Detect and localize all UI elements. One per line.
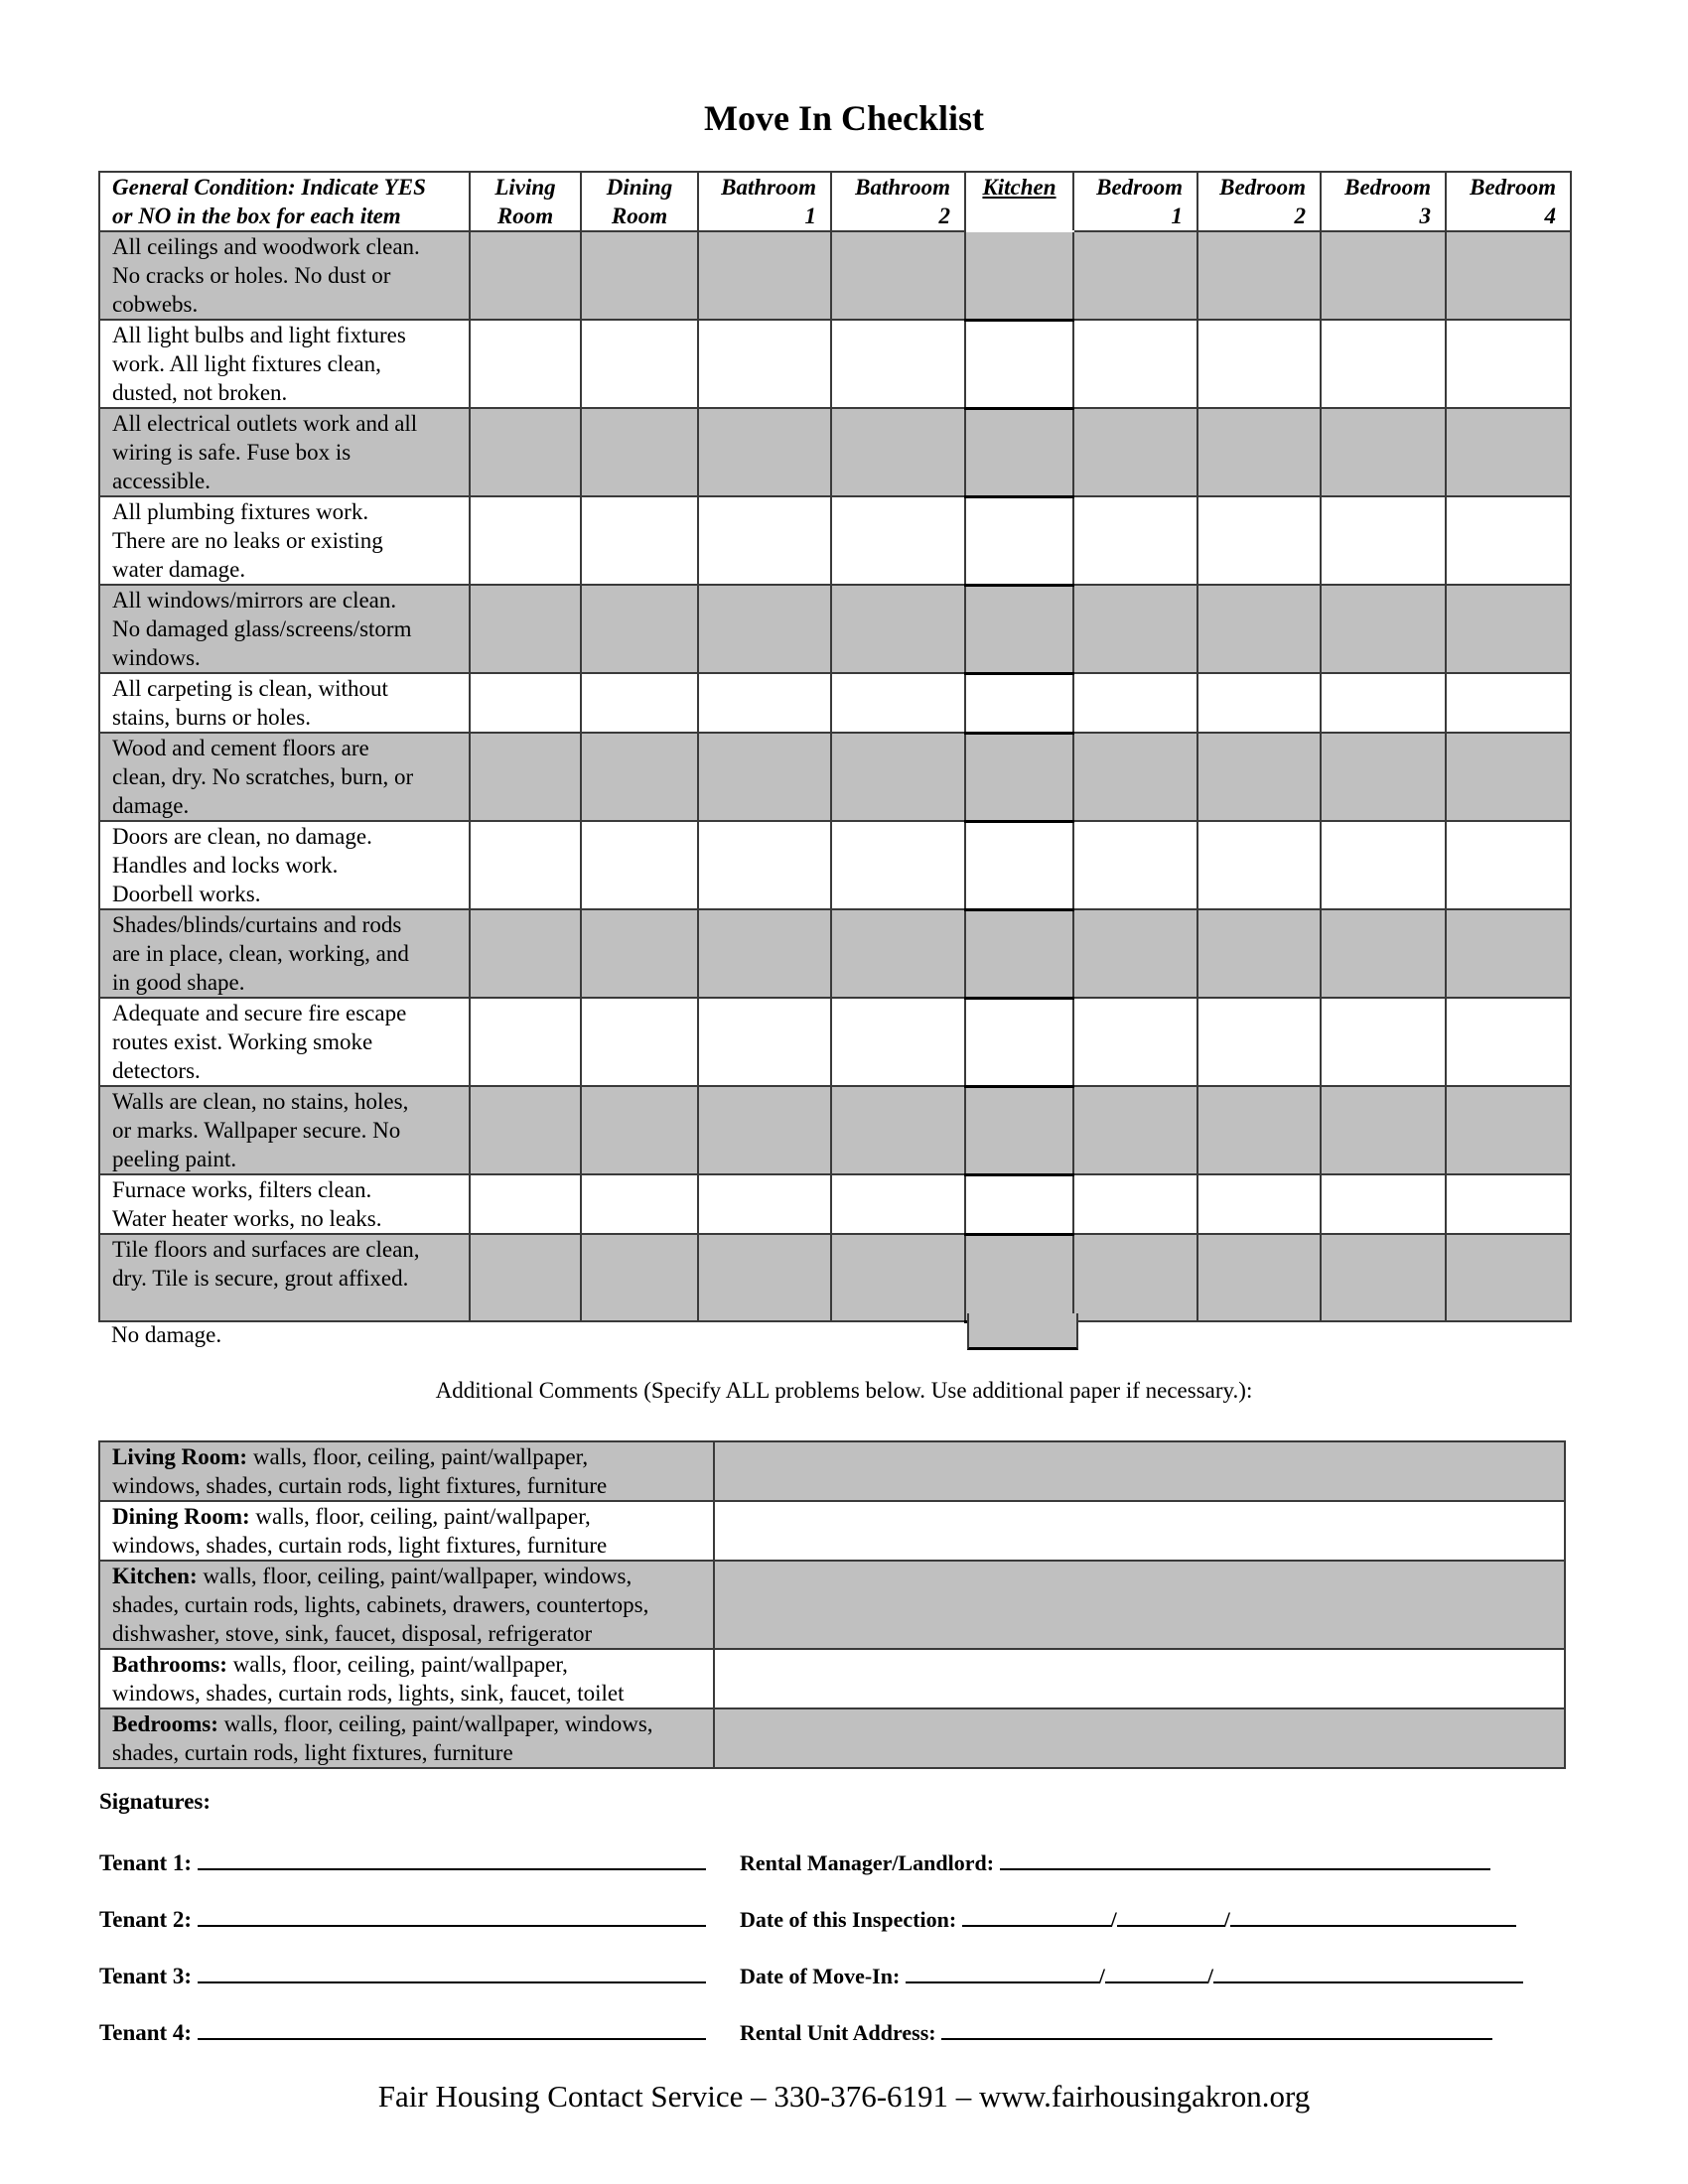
tenant-3-line[interactable] xyxy=(198,1960,706,1983)
tenant-2-line[interactable] xyxy=(198,1903,706,1927)
yes-no-checkbox-cell[interactable] xyxy=(965,998,1073,1086)
column-header-living-room xyxy=(470,172,581,231)
checklist-item-line: Walls are clean, no stains, holes, xyxy=(112,1089,409,1114)
column-header-text: 1 xyxy=(1171,204,1183,228)
checklist-item-line: All ceilings and woodwork clean. xyxy=(112,234,420,259)
checklist-item-description xyxy=(99,231,470,320)
checklist-item-line: Water heater works, no leaks. xyxy=(112,1206,382,1231)
yes-no-checkbox-cell[interactable] xyxy=(470,998,581,1086)
comment-row xyxy=(99,1708,1565,1768)
yes-no-checkbox-cell[interactable] xyxy=(1321,673,1446,733)
yes-no-checkbox-cell[interactable] xyxy=(698,909,831,998)
yes-no-checkbox-cell[interactable] xyxy=(1446,320,1571,408)
tenant-1-label: Tenant 1: xyxy=(99,1850,193,1875)
yes-no-checkbox-cell[interactable] xyxy=(1446,1086,1571,1174)
yes-no-checkbox-cell[interactable] xyxy=(965,585,1073,673)
column-header-text: 4 xyxy=(1544,204,1556,228)
comments-table xyxy=(98,1440,1566,1769)
yes-no-checkbox-cell[interactable] xyxy=(581,1086,698,1174)
yes-no-checkbox-cell[interactable] xyxy=(1073,733,1197,821)
tenant-2-label: Tenant 2: xyxy=(99,1907,193,1932)
inspection-date xyxy=(740,1903,1516,1933)
yes-no-checkbox-cell[interactable] xyxy=(831,733,965,821)
comment-description-line xyxy=(112,1738,713,1767)
yes-no-checkbox-cell[interactable] xyxy=(1073,585,1197,673)
yes-no-checkbox-cell[interactable] xyxy=(470,821,581,909)
column-header-text: Bedroom xyxy=(1470,175,1556,200)
comment-description-line xyxy=(112,1679,713,1707)
checklist-item-line: Wood and cement floors are xyxy=(112,736,369,760)
yes-no-checkbox-cell[interactable] xyxy=(1321,496,1446,585)
comment-input-box[interactable] xyxy=(714,1708,1565,1768)
tenant-4-label: Tenant 4: xyxy=(99,2020,193,2045)
checklist-item-line: Doorbell works. xyxy=(112,882,261,906)
comment-description-text: windows, shades, curtain rods, light fixtures, furniture xyxy=(112,1473,608,1498)
yes-no-checkbox-cell[interactable] xyxy=(581,998,698,1086)
yes-no-checkbox-cell[interactable] xyxy=(581,408,698,496)
yes-no-checkbox-cell[interactable] xyxy=(470,585,581,673)
yes-no-checkbox-cell[interactable] xyxy=(581,320,698,408)
checklist-item-line: accessible. xyxy=(112,469,211,493)
yes-no-checkbox-cell[interactable] xyxy=(1446,733,1571,821)
column-header-text: 1 xyxy=(804,204,816,228)
comment-input-box[interactable] xyxy=(714,1501,1565,1561)
date-slash: / xyxy=(1098,1964,1105,1988)
yes-no-checkbox-cell[interactable] xyxy=(831,821,965,909)
yes-no-checkbox-cell[interactable] xyxy=(1197,1234,1321,1321)
inspection-date-label: Date of this Inspection: xyxy=(740,1907,957,1932)
checklist-row xyxy=(99,1174,1571,1234)
comment-row xyxy=(99,1561,1565,1649)
yes-no-checkbox-cell[interactable] xyxy=(965,821,1073,909)
column-header-text: Room xyxy=(496,204,554,228)
checklist-item-line: No cracks or holes. No dust or xyxy=(112,263,391,288)
yes-no-checkbox-cell[interactable] xyxy=(470,673,581,733)
yes-no-checkbox-cell[interactable] xyxy=(965,320,1073,408)
yes-no-checkbox-cell[interactable] xyxy=(1073,998,1197,1086)
yes-no-checkbox-cell[interactable] xyxy=(698,320,831,408)
checklist-item-line: Furnace works, filters clean. xyxy=(112,1177,372,1202)
column-header-text: Bedroom xyxy=(1344,175,1431,200)
column-header-text: Room xyxy=(611,204,668,228)
column-header-text: Bathroom xyxy=(721,175,816,200)
checklist-item-description xyxy=(99,1086,470,1174)
yes-no-checkbox-cell[interactable] xyxy=(1321,408,1446,496)
kitchen-checkbox-overflow xyxy=(967,1313,1078,1350)
checklist-row xyxy=(99,320,1571,408)
date-slash: / xyxy=(1110,1907,1117,1932)
checklist-row xyxy=(99,496,1571,585)
yes-no-checkbox-cell[interactable] xyxy=(831,1086,965,1174)
checklist-item-line: dusted, not broken. xyxy=(112,380,288,405)
date-slash: / xyxy=(1223,1907,1230,1932)
yes-no-checkbox-cell[interactable] xyxy=(1197,231,1321,320)
yes-no-checkbox-cell[interactable] xyxy=(581,909,698,998)
checklist-item-line: Tile floors and surfaces are clean, xyxy=(112,1237,420,1262)
comment-description-line xyxy=(112,1709,713,1738)
condition-header xyxy=(99,172,470,231)
checklist-item-description xyxy=(99,998,470,1086)
yes-no-checkbox-cell[interactable] xyxy=(470,909,581,998)
checklist-item-description xyxy=(99,320,470,408)
checklist-item-line: or marks. Wallpaper secure. No xyxy=(112,1118,401,1143)
checklist-row xyxy=(99,1086,1571,1174)
yes-no-checkbox-cell[interactable] xyxy=(1446,673,1571,733)
checklist-table xyxy=(98,171,1572,1323)
yes-no-checkbox-cell[interactable] xyxy=(698,673,831,733)
yes-no-checkbox-cell[interactable] xyxy=(698,1086,831,1174)
yes-no-checkbox-cell[interactable] xyxy=(470,496,581,585)
movein-day-line[interactable] xyxy=(1105,1960,1207,1983)
checklist-item-line: All electrical outlets work and all xyxy=(112,411,418,436)
yes-no-checkbox-cell[interactable] xyxy=(1446,1234,1571,1321)
manager-signature xyxy=(740,1846,1490,1876)
yes-no-checkbox-cell[interactable] xyxy=(1446,998,1571,1086)
yes-no-checkbox-cell[interactable] xyxy=(965,408,1073,496)
yes-no-checkbox-cell[interactable] xyxy=(698,998,831,1086)
yes-no-checkbox-cell[interactable] xyxy=(1446,231,1571,320)
movein-date-label: Date of Move-In: xyxy=(740,1964,901,1988)
comment-description-text: walls, floor, ceiling, paint/wallpaper, xyxy=(226,1652,568,1677)
yes-no-checkbox-cell[interactable] xyxy=(1321,998,1446,1086)
yes-no-checkbox-cell[interactable] xyxy=(1197,496,1321,585)
tenant-4-line[interactable] xyxy=(198,2016,706,2040)
comment-description-line xyxy=(112,1531,713,1560)
checklist-item-line: Shades/blinds/curtains and rods xyxy=(112,912,402,937)
yes-no-checkbox-cell[interactable] xyxy=(581,733,698,821)
yes-no-checkbox-cell[interactable] xyxy=(698,1234,831,1321)
yes-no-checkbox-cell[interactable] xyxy=(831,496,965,585)
checklist-item-line: cobwebs. xyxy=(112,292,199,317)
item-trailing-text: No damage. xyxy=(111,1322,222,1347)
checklist-item-line: peeling paint. xyxy=(112,1147,237,1171)
signatures-heading: Signatures: xyxy=(99,1789,211,1814)
checklist-row xyxy=(99,821,1571,909)
checklist-row xyxy=(99,673,1571,733)
yes-no-checkbox-cell[interactable] xyxy=(1321,733,1446,821)
yes-no-checkbox-cell[interactable] xyxy=(965,1174,1073,1234)
yes-no-checkbox-cell[interactable] xyxy=(581,585,698,673)
checklist-item-line: in good shape. xyxy=(112,970,245,995)
yes-no-checkbox-cell[interactable] xyxy=(1073,673,1197,733)
comment-room-description xyxy=(99,1561,714,1649)
checklist-item-line: are in place, clean, working, and xyxy=(112,941,409,966)
comments-body xyxy=(99,1441,1565,1768)
checklist-item-line: Handles and locks work. xyxy=(112,853,339,878)
yes-no-checkbox-cell[interactable] xyxy=(581,231,698,320)
column-header-text: Bedroom xyxy=(1096,175,1183,200)
checklist-item-description xyxy=(99,673,470,733)
comment-row xyxy=(99,1501,1565,1561)
comment-description-text: walls, floor, ceiling, paint/wallpaper, xyxy=(247,1444,589,1469)
yes-no-checkbox-cell[interactable] xyxy=(1197,821,1321,909)
checklist-row xyxy=(99,909,1571,998)
checklist-item-line: There are no leaks or existing xyxy=(112,528,383,553)
yes-no-checkbox-cell[interactable] xyxy=(1446,821,1571,909)
tenant-3-signature xyxy=(99,1960,706,1989)
comment-description-line xyxy=(112,1619,713,1648)
column-header-text: Bathroom xyxy=(855,175,950,200)
checklist-row xyxy=(99,1234,1571,1321)
comment-description-text: walls, floor, ceiling, paint/wallpaper, windows, xyxy=(197,1564,633,1588)
comment-room-label: Kitchen: xyxy=(112,1564,198,1588)
yes-no-checkbox-cell[interactable] xyxy=(470,1234,581,1321)
yes-no-checkbox-cell[interactable] xyxy=(698,496,831,585)
yes-no-checkbox-cell[interactable] xyxy=(581,1174,698,1234)
checklist-item-description xyxy=(99,408,470,496)
comment-description-text: walls, floor, ceiling, paint/wallpaper, xyxy=(249,1504,591,1529)
comment-input-box[interactable] xyxy=(714,1441,1565,1501)
yes-no-checkbox-cell[interactable] xyxy=(698,408,831,496)
checklist-item-description xyxy=(99,496,470,585)
checklist-item-line: water damage. xyxy=(112,557,246,582)
checklist-item-line: wiring is safe. Fuse box is xyxy=(112,440,352,465)
checklist-item-description xyxy=(99,909,470,998)
checklist-item-description xyxy=(99,1174,470,1234)
comment-description-text: walls, floor, ceiling, paint/wallpaper, windows, xyxy=(217,1711,653,1736)
yes-no-checkbox-cell[interactable] xyxy=(470,1086,581,1174)
yes-no-checkbox-cell[interactable] xyxy=(1073,408,1197,496)
comment-description-line xyxy=(112,1442,713,1471)
yes-no-checkbox-cell[interactable] xyxy=(698,1174,831,1234)
comment-row xyxy=(99,1441,1565,1501)
checklist-item-line: detectors. xyxy=(112,1058,201,1083)
checklist-header-row xyxy=(99,172,1571,231)
yes-no-checkbox-cell[interactable] xyxy=(831,1174,965,1234)
column-header-bedroom-4 xyxy=(1446,172,1571,231)
yes-no-checkbox-cell[interactable] xyxy=(581,673,698,733)
yes-no-checkbox-cell[interactable] xyxy=(1446,585,1571,673)
column-header-bedroom-3 xyxy=(1321,172,1446,231)
yes-no-checkbox-cell[interactable] xyxy=(965,1086,1073,1174)
comment-room-label: Bedrooms: xyxy=(112,1711,218,1736)
yes-no-checkbox-cell[interactable] xyxy=(1446,909,1571,998)
column-header-text: 2 xyxy=(1294,204,1306,228)
checklist-item-line: All light bulbs and light fixtures xyxy=(112,323,406,347)
yes-no-checkbox-cell[interactable] xyxy=(1446,408,1571,496)
yes-no-checkbox-cell[interactable] xyxy=(1197,1174,1321,1234)
checklist-item-line: damage. xyxy=(112,793,190,818)
rental-address-label: Rental Unit Address: xyxy=(740,2020,936,2045)
yes-no-checkbox-cell[interactable] xyxy=(831,998,965,1086)
comments-heading: Additional Comments (Specify ALL problems below. Use additional paper if necessary.): xyxy=(435,1378,1253,1403)
column-header-text: Kitchen xyxy=(982,175,1056,200)
yes-no-checkbox-cell[interactable] xyxy=(965,496,1073,585)
comment-description-line xyxy=(112,1590,713,1619)
checklist-item-line: All plumbing fixtures work. xyxy=(112,499,369,524)
comment-room-label: Bathrooms: xyxy=(112,1652,227,1677)
page-title: Move In Checklist xyxy=(704,98,984,138)
tenant-2-signature xyxy=(99,1903,706,1933)
yes-no-checkbox-cell[interactable] xyxy=(1446,496,1571,585)
yes-no-checkbox-cell[interactable] xyxy=(698,231,831,320)
yes-no-checkbox-cell[interactable] xyxy=(831,585,965,673)
comment-room-description xyxy=(99,1501,714,1561)
manager-label: Rental Manager/Landlord: xyxy=(740,1850,995,1875)
yes-no-checkbox-cell[interactable] xyxy=(1197,1086,1321,1174)
checklist-item-line: routes exist. Working smoke xyxy=(112,1029,373,1054)
checklist-item-line: No damaged glass/screens/storm xyxy=(112,616,412,641)
checklist-item-line: clean, dry. No scratches, burn, or xyxy=(112,764,414,789)
checklist-item-line: Doors are clean, no damage. xyxy=(112,824,372,849)
comment-description-text: shades, curtain rods, light fixtures, furniture xyxy=(112,1740,513,1765)
comment-description-text: windows, shades, curtain rods, light fixtures, furniture xyxy=(112,1533,608,1558)
comment-description-line xyxy=(112,1562,713,1590)
tenant-1-signature xyxy=(99,1846,706,1876)
checklist-row xyxy=(99,408,1571,496)
checklist-item-description xyxy=(99,733,470,821)
column-header-dining-room xyxy=(581,172,698,231)
checklist-row xyxy=(99,998,1571,1086)
column-header-kitchen xyxy=(965,172,1073,231)
checklist-row xyxy=(99,733,1571,821)
comment-input-box[interactable] xyxy=(714,1649,1565,1708)
comment-description-line xyxy=(112,1471,713,1500)
checklist-item-description xyxy=(99,821,470,909)
yes-no-checkbox-cell[interactable] xyxy=(470,320,581,408)
comment-room-label: Dining Room: xyxy=(112,1504,250,1529)
yes-no-checkbox-cell[interactable] xyxy=(698,821,831,909)
comment-description-line xyxy=(112,1650,713,1679)
yes-no-checkbox-cell[interactable] xyxy=(698,733,831,821)
checklist-body xyxy=(99,231,1571,1321)
tenant-3-label: Tenant 3: xyxy=(99,1964,193,1988)
inspection-year-line[interactable] xyxy=(1230,1903,1516,1927)
yes-no-checkbox-cell[interactable] xyxy=(698,585,831,673)
column-header-bathroom-2 xyxy=(831,172,965,231)
movein-year-line[interactable] xyxy=(1213,1960,1523,1983)
inspection-month-line[interactable] xyxy=(962,1903,1111,1927)
checklist-item-line: windows. xyxy=(112,645,201,670)
yes-no-checkbox-cell[interactable] xyxy=(470,231,581,320)
yes-no-checkbox-cell[interactable] xyxy=(1321,320,1446,408)
footer-contact: Fair Housing Contact Service – 330-376-6191 – www.fairhousingakron.org xyxy=(377,2079,1311,2114)
yes-no-checkbox-cell[interactable] xyxy=(470,408,581,496)
condition-header-line: General Condition: Indicate YES xyxy=(112,175,426,200)
comment-row xyxy=(99,1649,1565,1708)
yes-no-checkbox-cell[interactable] xyxy=(831,1234,965,1321)
column-header-bedroom-1 xyxy=(1073,172,1197,231)
yes-no-checkbox-cell[interactable] xyxy=(965,1234,1073,1321)
yes-no-checkbox-cell[interactable] xyxy=(1197,408,1321,496)
checklist-item-line: stains, burns or holes. xyxy=(112,705,311,730)
yes-no-checkbox-cell[interactable] xyxy=(1321,1174,1446,1234)
yes-no-checkbox-cell[interactable] xyxy=(965,673,1073,733)
column-header-text: Dining xyxy=(606,175,673,200)
yes-no-checkbox-cell[interactable] xyxy=(1073,1234,1197,1321)
column-header-text: 3 xyxy=(1419,204,1431,228)
checklist-item-line: work. All light fixtures clean, xyxy=(112,351,381,376)
yes-no-checkbox-cell[interactable] xyxy=(831,673,965,733)
yes-no-checkbox-cell[interactable] xyxy=(1073,1086,1197,1174)
rental-address xyxy=(740,2016,1492,2046)
manager-line[interactable] xyxy=(1000,1846,1490,1870)
yes-no-checkbox-cell[interactable] xyxy=(1073,909,1197,998)
checklist-item-description xyxy=(99,1234,470,1321)
tenant-1-line[interactable] xyxy=(198,1846,706,1870)
comment-room-description xyxy=(99,1441,714,1501)
comment-description-text: windows, shades, curtain rods, lights, sink, faucet, toilet xyxy=(112,1681,625,1706)
yes-no-checkbox-cell[interactable] xyxy=(831,231,965,320)
yes-no-checkbox-cell[interactable] xyxy=(1321,909,1446,998)
yes-no-checkbox-cell[interactable] xyxy=(831,909,965,998)
yes-no-checkbox-cell[interactable] xyxy=(1073,1174,1197,1234)
yes-no-checkbox-cell[interactable] xyxy=(1446,1174,1571,1234)
checklist-row xyxy=(99,585,1571,673)
checklist-item-line: All windows/mirrors are clean. xyxy=(112,588,397,613)
comment-input-box[interactable] xyxy=(714,1561,1565,1649)
yes-no-checkbox-cell[interactable] xyxy=(1197,998,1321,1086)
comment-description-line xyxy=(112,1502,713,1531)
condition-header-line: or NO in the box for each item xyxy=(112,204,401,228)
yes-no-checkbox-cell[interactable] xyxy=(1321,1234,1446,1321)
rental-address-line[interactable] xyxy=(941,2016,1492,2040)
yes-no-checkbox-cell[interactable] xyxy=(965,733,1073,821)
checklist-item-line: All carpeting is clean, without xyxy=(112,676,388,701)
tenant-4-signature xyxy=(99,2016,706,2046)
column-header-bathroom-1 xyxy=(698,172,831,231)
yes-no-checkbox-cell[interactable] xyxy=(581,1234,698,1321)
yes-no-checkbox-cell[interactable] xyxy=(1073,821,1197,909)
yes-no-checkbox-cell[interactable] xyxy=(1197,733,1321,821)
comment-description-text: dishwasher, stove, sink, faucet, disposal, refrigerator xyxy=(112,1621,593,1646)
movein-date xyxy=(740,1960,1523,1989)
comment-room-label: Living Room: xyxy=(112,1444,248,1469)
yes-no-checkbox-cell[interactable] xyxy=(1321,821,1446,909)
yes-no-checkbox-cell[interactable] xyxy=(831,320,965,408)
yes-no-checkbox-cell[interactable] xyxy=(581,496,698,585)
yes-no-checkbox-cell[interactable] xyxy=(965,909,1073,998)
checklist-row xyxy=(99,231,1571,320)
yes-no-checkbox-cell[interactable] xyxy=(1321,231,1446,320)
date-slash: / xyxy=(1206,1964,1214,1988)
checklist-item-line: dry. Tile is secure, grout affixed. xyxy=(112,1266,409,1291)
comment-room-description xyxy=(99,1649,714,1708)
yes-no-checkbox-cell[interactable] xyxy=(1197,585,1321,673)
yes-no-checkbox-cell[interactable] xyxy=(1197,673,1321,733)
yes-no-checkbox-cell[interactable] xyxy=(1321,585,1446,673)
column-header-bedroom-2 xyxy=(1197,172,1321,231)
yes-no-checkbox-cell[interactable] xyxy=(965,231,1073,320)
inspection-day-line[interactable] xyxy=(1117,1903,1224,1927)
column-header-text: Living xyxy=(494,175,556,200)
column-header-text: Bedroom xyxy=(1219,175,1306,200)
comment-description-text: shades, curtain rods, lights, cabinets, drawers, countertops, xyxy=(112,1592,649,1617)
checklist-item-line: Adequate and secure fire escape xyxy=(112,1001,407,1025)
yes-no-checkbox-cell[interactable] xyxy=(470,1174,581,1234)
yes-no-checkbox-cell[interactable] xyxy=(1073,320,1197,408)
yes-no-checkbox-cell[interactable] xyxy=(1321,1086,1446,1174)
movein-month-line[interactable] xyxy=(906,1960,1099,1983)
yes-no-checkbox-cell[interactable] xyxy=(581,821,698,909)
comment-room-description xyxy=(99,1708,714,1768)
yes-no-checkbox-cell[interactable] xyxy=(831,408,965,496)
checklist-item-description xyxy=(99,585,470,673)
yes-no-checkbox-cell[interactable] xyxy=(1073,496,1197,585)
yes-no-checkbox-cell[interactable] xyxy=(470,733,581,821)
yes-no-checkbox-cell[interactable] xyxy=(1197,909,1321,998)
yes-no-checkbox-cell[interactable] xyxy=(1197,320,1321,408)
yes-no-checkbox-cell[interactable] xyxy=(1073,231,1197,320)
column-header-text: 2 xyxy=(938,204,950,228)
